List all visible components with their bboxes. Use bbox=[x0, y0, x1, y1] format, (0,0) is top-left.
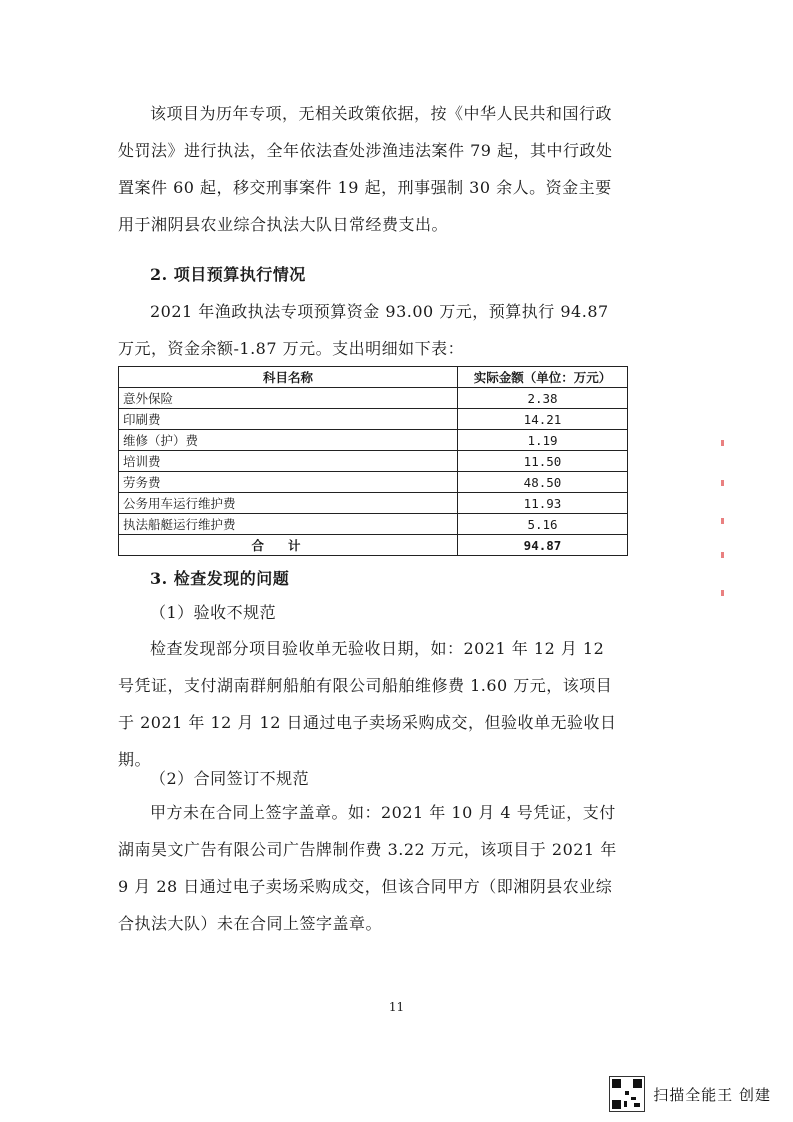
issue2-title: （2）合同签订不规范 bbox=[150, 769, 310, 788]
row-amount: 2.38 bbox=[458, 388, 628, 409]
total-amount: 94.87 bbox=[458, 535, 628, 556]
row-name: 公务用车运行维护费 bbox=[119, 493, 458, 514]
intro-paragraph: 该项目为历年专项，无相关政策依据，按《中华人民共和国行政处罚法》进行执法，全年依法查处涉渔违法案件 79 起，其中行政处置案件 60 起，移交刑事案件 19 起，刑事强制 30 余人。资金主要用于湘阴县农业综合执法大队日常经费支出。 bbox=[118, 104, 613, 234]
table-row bbox=[119, 514, 628, 535]
issues-heading: 3. 检查发现的问题 bbox=[150, 569, 290, 588]
total-label: 合计 bbox=[119, 535, 458, 556]
table-header-row bbox=[119, 367, 628, 388]
table-row bbox=[119, 451, 628, 472]
table-total-row bbox=[119, 535, 628, 556]
table-row bbox=[119, 430, 628, 451]
row-amount: 14.21 bbox=[458, 409, 628, 430]
row-name: 培训费 bbox=[119, 451, 458, 472]
row-amount: 11.93 bbox=[458, 493, 628, 514]
table-row bbox=[119, 388, 628, 409]
issue2-paragraph: 甲方未在合同上签字盖章。如：2021 年 10 月 4 号凭证，支付湖南昊文广告有限公司广告牌制作费 3.22 万元，该项目于 2021 年 9 月 28 日通过电子卖场采购成交，但该合同甲方（即湘阴县农业综合执法大队）未在合同上签字盖章。 bbox=[118, 803, 617, 933]
budget-heading: 2. 项目预算执行情况 bbox=[150, 265, 306, 284]
issue1-paragraph: 检查发现部分项目验收单无验收日期，如：2021 年 12 月 12 号凭证，支付湖南群舸船舶有限公司船舶维修费 1.60 万元，该项目于 2021 年 12 月 12 日通过电子卖场采购成交，但验收单无验收日期。 bbox=[118, 639, 617, 769]
issue1-title: （1）验收不规范 bbox=[150, 603, 277, 622]
row-name: 维修（护）费 bbox=[119, 430, 458, 451]
scanner-watermark bbox=[609, 1076, 771, 1112]
scan-edge-marks bbox=[721, 440, 727, 610]
qr-code-icon bbox=[609, 1076, 645, 1112]
table-row bbox=[119, 493, 628, 514]
header-subject: 科目名称 bbox=[119, 367, 458, 388]
budget-paragraph: 2021 年渔政执法专项预算资金 93.00 万元，预算执行 94.87 万元，资金余额-1.87 万元。支出明细如下表： bbox=[118, 302, 609, 358]
table-row bbox=[119, 472, 628, 493]
scanner-label: 扫描全能王 创建 bbox=[653, 1085, 771, 1104]
expense-table bbox=[118, 366, 628, 556]
row-name: 印刷费 bbox=[119, 409, 458, 430]
row-amount: 1.19 bbox=[458, 430, 628, 451]
page-number: 11 bbox=[388, 1000, 405, 1014]
row-name: 执法船艇运行维护费 bbox=[119, 514, 458, 535]
header-amount: 实际金额（单位：万元） bbox=[458, 367, 628, 388]
row-amount: 48.50 bbox=[458, 472, 628, 493]
row-amount: 5.16 bbox=[458, 514, 628, 535]
row-name: 意外保险 bbox=[119, 388, 458, 409]
table-row bbox=[119, 409, 628, 430]
row-amount: 11.50 bbox=[458, 451, 628, 472]
row-name: 劳务费 bbox=[119, 472, 458, 493]
